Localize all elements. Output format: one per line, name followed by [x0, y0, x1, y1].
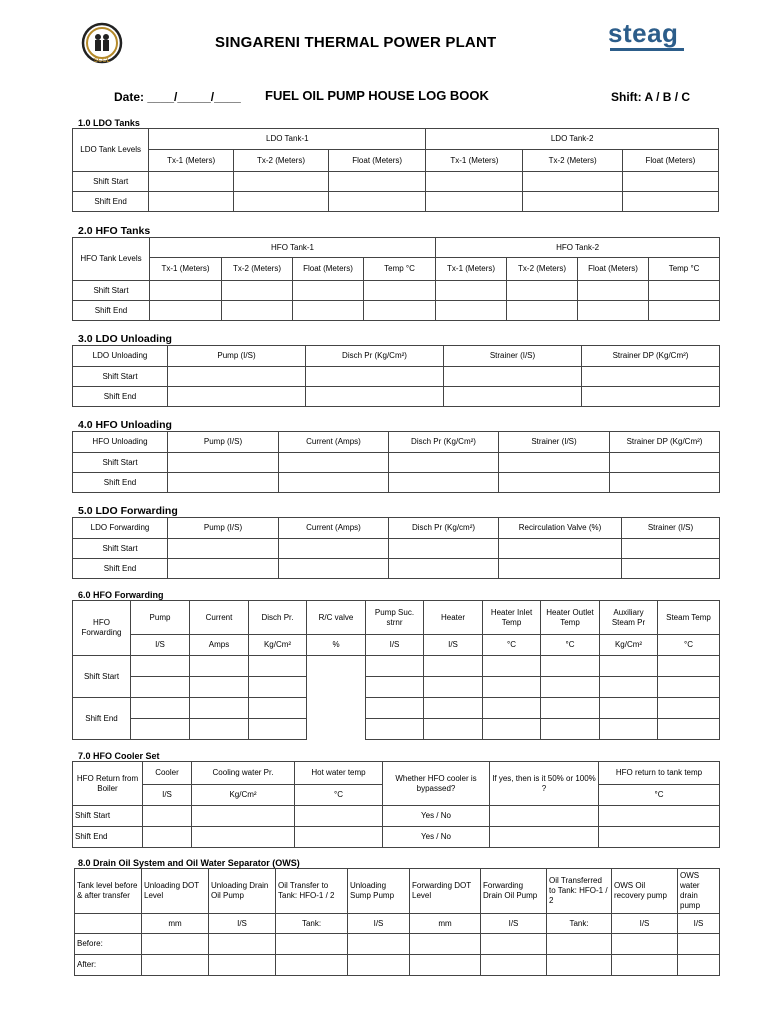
- col-header: Oil Transferred to Tank: HFO-1 / 2: [547, 869, 612, 914]
- input-cell[interactable]: [541, 677, 600, 698]
- col-header: Pump (I/S): [168, 432, 279, 453]
- col-header: Tx-2 (Meters): [222, 258, 293, 281]
- input-cell[interactable]: [389, 453, 499, 473]
- input-cell[interactable]: [424, 656, 483, 677]
- input-cell[interactable]: [426, 172, 523, 192]
- input-cell[interactable]: [541, 698, 600, 719]
- input-cell[interactable]: [622, 559, 720, 579]
- col-header: Cooler: [143, 762, 192, 785]
- row-label: Shift End: [73, 387, 168, 407]
- ldo-forwarding-table: [72, 517, 720, 579]
- input-cell[interactable]: [658, 719, 720, 740]
- input-cell[interactable]: [149, 192, 234, 212]
- input-cell[interactable]: [233, 172, 328, 192]
- row-label: Before:: [75, 934, 142, 955]
- col-header: Disch Pr.: [249, 601, 307, 635]
- col-header: Tx-1 (Meters): [426, 150, 523, 172]
- corner-label: LDO Tank Levels: [73, 129, 149, 172]
- input-cell[interactable]: [578, 281, 649, 301]
- input-cell[interactable]: [222, 301, 293, 321]
- input-cell[interactable]: [600, 677, 658, 698]
- input-cell[interactable]: [149, 172, 234, 192]
- shift-field[interactable]: Shift: A / B / C: [611, 90, 691, 104]
- input-cell[interactable]: [168, 387, 306, 407]
- unit-label: Tank:: [276, 914, 348, 934]
- input-cell[interactable]: [150, 301, 222, 321]
- input-cell[interactable]: [150, 281, 222, 301]
- input-cell[interactable]: [483, 698, 541, 719]
- row-label: Shift Start: [73, 539, 168, 559]
- col-header: If yes, then is it 50% or 100% ?: [490, 762, 599, 806]
- page-title: SINGARENI THERMAL POWER PLANT: [215, 34, 497, 51]
- hfo-cooler-table: [72, 761, 720, 848]
- col-header: Auxiliary Steam Pr: [600, 601, 658, 635]
- col-header: Disch Pr (Kg/Cm²): [389, 432, 499, 453]
- hfo-forwarding-table: [72, 600, 720, 740]
- input-cell[interactable]: [424, 719, 483, 740]
- col-header: Strainer (I/S): [622, 518, 720, 539]
- input-cell[interactable]: [168, 367, 306, 387]
- tank-2-header: HFO Tank-2: [436, 238, 720, 258]
- section-2-heading: 2.0 HFO Tanks: [78, 225, 151, 237]
- col-header: Tx-2 (Meters): [523, 150, 622, 172]
- unit-label: Kg/Cm²: [600, 635, 658, 656]
- input-cell[interactable]: [622, 172, 718, 192]
- input-cell[interactable]: [483, 656, 541, 677]
- input-cell[interactable]: [168, 559, 279, 579]
- section-1-heading: 1.0 LDO Tanks: [78, 118, 140, 128]
- unit-label: °C: [483, 635, 541, 656]
- col-header: Strainer DP (Kg/Cm²): [582, 346, 720, 367]
- input-cell[interactable]: [329, 172, 426, 192]
- col-header: Forwarding DOT Level: [410, 869, 481, 914]
- input-cell[interactable]: [366, 677, 424, 698]
- input-cell[interactable]: [658, 677, 720, 698]
- col-header: Tx-1 (Meters): [149, 150, 234, 172]
- input-cell[interactable]: [444, 387, 582, 407]
- input-cell[interactable]: [168, 453, 279, 473]
- input-cell[interactable]: [541, 719, 600, 740]
- input-cell[interactable]: [366, 656, 424, 677]
- col-header: Cooling water Pr.: [192, 762, 295, 785]
- col-header: OWS water drain pump: [678, 869, 720, 914]
- input-cell[interactable]: [190, 677, 249, 698]
- input-cell[interactable]: [599, 806, 720, 827]
- row-label: Shift Start: [73, 172, 149, 192]
- col-header: Tx-2 (Meters): [233, 150, 328, 172]
- input-cell[interactable]: [678, 955, 720, 976]
- col-header: Unloading Sump Pump: [348, 869, 410, 914]
- tank-1-header: HFO Tank-1: [150, 238, 436, 258]
- input-cell[interactable]: [610, 453, 720, 473]
- col-header: Current (Amps): [279, 432, 389, 453]
- date-field[interactable]: Date: ____/_____/____: [114, 90, 241, 104]
- input-cell[interactable]: [131, 698, 190, 719]
- row-label: Shift Start: [73, 281, 150, 301]
- row-label: Shift Start: [73, 453, 168, 473]
- col-header: Pump: [131, 601, 190, 635]
- col-header: Pump (I/S): [168, 518, 279, 539]
- input-cell[interactable]: [410, 955, 481, 976]
- input-cell[interactable]: [389, 473, 499, 493]
- input-cell[interactable]: [364, 301, 436, 321]
- col-header: Forwarding Drain Oil Pump: [481, 869, 547, 914]
- input-cell[interactable]: [249, 656, 307, 677]
- input-cell[interactable]: [389, 539, 499, 559]
- input-cell[interactable]: [190, 656, 249, 677]
- col-header: Current (Amps): [279, 518, 389, 539]
- col-header: Float (Meters): [329, 150, 426, 172]
- input-cell[interactable]: [249, 719, 307, 740]
- input-cell[interactable]: [600, 656, 658, 677]
- input-cell[interactable]: [306, 367, 444, 387]
- col-header: Tx-1 (Meters): [150, 258, 222, 281]
- col-header: HFO return to tank temp: [599, 762, 720, 785]
- tank-1-header: LDO Tank-1: [149, 129, 426, 150]
- input-cell[interactable]: [276, 934, 348, 955]
- input-cell[interactable]: [222, 281, 293, 301]
- input-cell[interactable]: [612, 934, 678, 955]
- input-cell[interactable]: [190, 719, 249, 740]
- col-header: Tx-2 (Meters): [507, 258, 578, 281]
- unit-label: I/S: [678, 914, 720, 934]
- input-cell[interactable]: [249, 677, 307, 698]
- input-cell[interactable]: [295, 827, 383, 848]
- row-label: Shift Start: [73, 367, 168, 387]
- tank-2-header: LDO Tank-2: [426, 129, 719, 150]
- input-cell[interactable]: [483, 677, 541, 698]
- col-header: Unloading DOT Level: [142, 869, 209, 914]
- input-cell[interactable]: [366, 719, 424, 740]
- col-header: Strainer (I/S): [499, 432, 610, 453]
- col-header: LDO Forwarding: [73, 518, 168, 539]
- input-cell[interactable]: [424, 677, 483, 698]
- input-cell[interactable]: [499, 473, 610, 493]
- input-cell[interactable]: [499, 453, 610, 473]
- unit-label: Kg/Cm²: [192, 785, 295, 806]
- input-cell[interactable]: [293, 281, 364, 301]
- input-cell[interactable]: [168, 539, 279, 559]
- blank-cell: [75, 914, 142, 934]
- col-header: Pump Suc. strnr: [366, 601, 424, 635]
- unit-label: mm: [142, 914, 209, 934]
- col-header: Current: [190, 601, 249, 635]
- input-cell[interactable]: [507, 301, 578, 321]
- input-cell[interactable]: [483, 719, 541, 740]
- input-cell[interactable]: [131, 677, 190, 698]
- col-header: LDO Unloading: [73, 346, 168, 367]
- input-cell[interactable]: [547, 955, 612, 976]
- input-cell[interactable]: [499, 559, 622, 579]
- col-header: Tank level before & after transfer: [75, 869, 142, 914]
- blank-cell: [307, 656, 366, 740]
- input-cell[interactable]: [426, 192, 523, 212]
- input-cell[interactable]: [348, 955, 410, 976]
- logbook-title: FUEL OIL PUMP HOUSE LOG BOOK: [265, 88, 489, 103]
- input-cell[interactable]: [142, 955, 209, 976]
- unit-label: °C: [658, 635, 720, 656]
- input-cell[interactable]: [600, 698, 658, 719]
- col-header: Hot water temp: [295, 762, 383, 785]
- input-cell[interactable]: [410, 934, 481, 955]
- input-cell[interactable]: [279, 539, 389, 559]
- col-header: OWS Oil recovery pump: [612, 869, 678, 914]
- col-header: R/C valve: [307, 601, 366, 635]
- input-cell[interactable]: [678, 934, 720, 955]
- input-cell[interactable]: [276, 955, 348, 976]
- input-cell[interactable]: [547, 934, 612, 955]
- col-header: Float (Meters): [622, 150, 718, 172]
- input-cell[interactable]: [612, 955, 678, 976]
- col-header: Disch Pr (Kg/cm²): [389, 518, 499, 539]
- ldo-tanks-table: [72, 128, 719, 212]
- row-label: After:: [75, 955, 142, 976]
- input-cell[interactable]: [295, 806, 383, 827]
- yes-no-option[interactable]: Yes / No: [383, 806, 490, 827]
- unit-label: I/S: [612, 914, 678, 934]
- row-label: Shift Start: [73, 656, 131, 698]
- input-cell[interactable]: [279, 473, 389, 493]
- input-cell[interactable]: [306, 387, 444, 407]
- section-5-heading: 5.0 LDO Forwarding: [78, 505, 178, 517]
- input-cell[interactable]: [599, 827, 720, 848]
- input-cell[interactable]: [249, 698, 307, 719]
- input-cell[interactable]: [192, 827, 295, 848]
- unit-label: I/S: [131, 635, 190, 656]
- row-label: Shift End: [73, 559, 168, 579]
- input-cell[interactable]: [209, 934, 276, 955]
- ldo-unloading-table: [72, 345, 720, 407]
- row-label: Shift End: [73, 698, 131, 740]
- section-7-heading: 7.0 HFO Cooler Set: [78, 751, 160, 761]
- col-header: Temp °C: [649, 258, 720, 281]
- input-cell[interactable]: [622, 192, 718, 212]
- unit-label: Tank:: [547, 914, 612, 934]
- input-cell[interactable]: [436, 301, 507, 321]
- input-cell[interactable]: [622, 539, 720, 559]
- col-header: Unloading Drain Oil Pump: [209, 869, 276, 914]
- unit-label: %: [307, 635, 366, 656]
- input-cell[interactable]: [293, 301, 364, 321]
- input-cell[interactable]: [142, 934, 209, 955]
- input-cell[interactable]: [192, 806, 295, 827]
- unit-label: I/S: [481, 914, 547, 934]
- section-6-heading: 6.0 HFO Forwarding: [78, 590, 164, 600]
- corner-label: HFO Return from Boiler: [73, 762, 143, 806]
- col-header: Float (Meters): [578, 258, 649, 281]
- unit-label: I/S: [209, 914, 276, 934]
- col-header: Float (Meters): [293, 258, 364, 281]
- row-label: Shift End: [73, 192, 149, 212]
- input-cell[interactable]: [436, 281, 507, 301]
- input-cell[interactable]: [499, 539, 622, 559]
- steag-logo: steag: [608, 18, 678, 49]
- col-header: Whether HFO cooler is bypassed?: [383, 762, 490, 806]
- unit-label: Kg/Cm²: [249, 635, 307, 656]
- input-cell[interactable]: [279, 453, 389, 473]
- corner-label: HFO Tank Levels: [73, 238, 150, 281]
- yes-no-option[interactable]: Yes / No: [383, 827, 490, 848]
- input-cell[interactable]: [143, 827, 192, 848]
- input-cell[interactable]: [578, 301, 649, 321]
- input-cell[interactable]: [348, 934, 410, 955]
- col-header: Heater Inlet Temp: [483, 601, 541, 635]
- input-cell[interactable]: [233, 192, 328, 212]
- input-cell[interactable]: [600, 719, 658, 740]
- input-cell[interactable]: [541, 656, 600, 677]
- col-header: Temp °C: [364, 258, 436, 281]
- section-3-heading: 3.0 LDO Unloading: [78, 333, 172, 345]
- drain-oil-table: [74, 868, 720, 976]
- input-cell[interactable]: [366, 698, 424, 719]
- unit-label: I/S: [348, 914, 410, 934]
- input-cell[interactable]: [424, 698, 483, 719]
- unit-label: I/S: [424, 635, 483, 656]
- unit-label: °C: [295, 785, 383, 806]
- input-cell[interactable]: [444, 367, 582, 387]
- col-header: Disch Pr (Kg/Cm²): [306, 346, 444, 367]
- unit-label: Amps: [190, 635, 249, 656]
- input-cell[interactable]: [279, 559, 389, 579]
- corner-label: HFO Forwarding: [73, 601, 131, 656]
- unit-label: mm: [410, 914, 481, 934]
- input-cell[interactable]: [190, 698, 249, 719]
- input-cell[interactable]: [658, 698, 720, 719]
- row-label: Shift End: [73, 473, 168, 493]
- unit-label: °C: [599, 785, 720, 806]
- sccl-logo: [78, 22, 126, 66]
- input-cell[interactable]: [523, 192, 622, 212]
- col-header: Strainer DP (Kg/Cm²): [610, 432, 720, 453]
- col-header: HFO Unloading: [73, 432, 168, 453]
- col-header: Recirculation Valve (%): [499, 518, 622, 539]
- input-cell[interactable]: [389, 559, 499, 579]
- unit-label: I/S: [143, 785, 192, 806]
- input-cell[interactable]: [658, 656, 720, 677]
- row-label: Shift End: [73, 827, 143, 848]
- input-cell[interactable]: [523, 172, 622, 192]
- input-cell[interactable]: [507, 281, 578, 301]
- unit-label: I/S: [366, 635, 424, 656]
- input-cell[interactable]: [131, 719, 190, 740]
- input-cell[interactable]: [481, 955, 547, 976]
- input-cell[interactable]: [168, 473, 279, 493]
- svg-text:SCCL: SCCL: [93, 58, 111, 64]
- input-cell[interactable]: [143, 806, 192, 827]
- col-header: Pump (I/S): [168, 346, 306, 367]
- input-cell[interactable]: [490, 806, 599, 827]
- hfo-unloading-table: [72, 431, 720, 493]
- col-header: Tx-1 (Meters): [436, 258, 507, 281]
- col-header: Heater: [424, 601, 483, 635]
- col-header: Oil Transfer to Tank: HFO-1 / 2: [276, 869, 348, 914]
- col-header: Steam Temp: [658, 601, 720, 635]
- input-cell[interactable]: [364, 281, 436, 301]
- section-8-heading: 8.0 Drain Oil System and Oil Water Separator (OWS): [78, 858, 300, 868]
- hfo-tanks-table: [72, 237, 720, 321]
- row-label: Shift End: [73, 301, 150, 321]
- section-4-heading: 4.0 HFO Unloading: [78, 419, 172, 431]
- input-cell[interactable]: [329, 192, 426, 212]
- input-cell[interactable]: [649, 301, 720, 321]
- input-cell[interactable]: [610, 473, 720, 493]
- col-header: Strainer (I/S): [444, 346, 582, 367]
- input-cell[interactable]: [582, 367, 720, 387]
- unit-label: °C: [541, 635, 600, 656]
- row-label: Shift Start: [73, 806, 143, 827]
- input-cell[interactable]: [209, 955, 276, 976]
- input-cell[interactable]: [131, 656, 190, 677]
- input-cell[interactable]: [649, 281, 720, 301]
- col-header: Heater Outlet Temp: [541, 601, 600, 635]
- input-cell[interactable]: [582, 387, 720, 407]
- input-cell[interactable]: [481, 934, 547, 955]
- input-cell[interactable]: [490, 827, 599, 848]
